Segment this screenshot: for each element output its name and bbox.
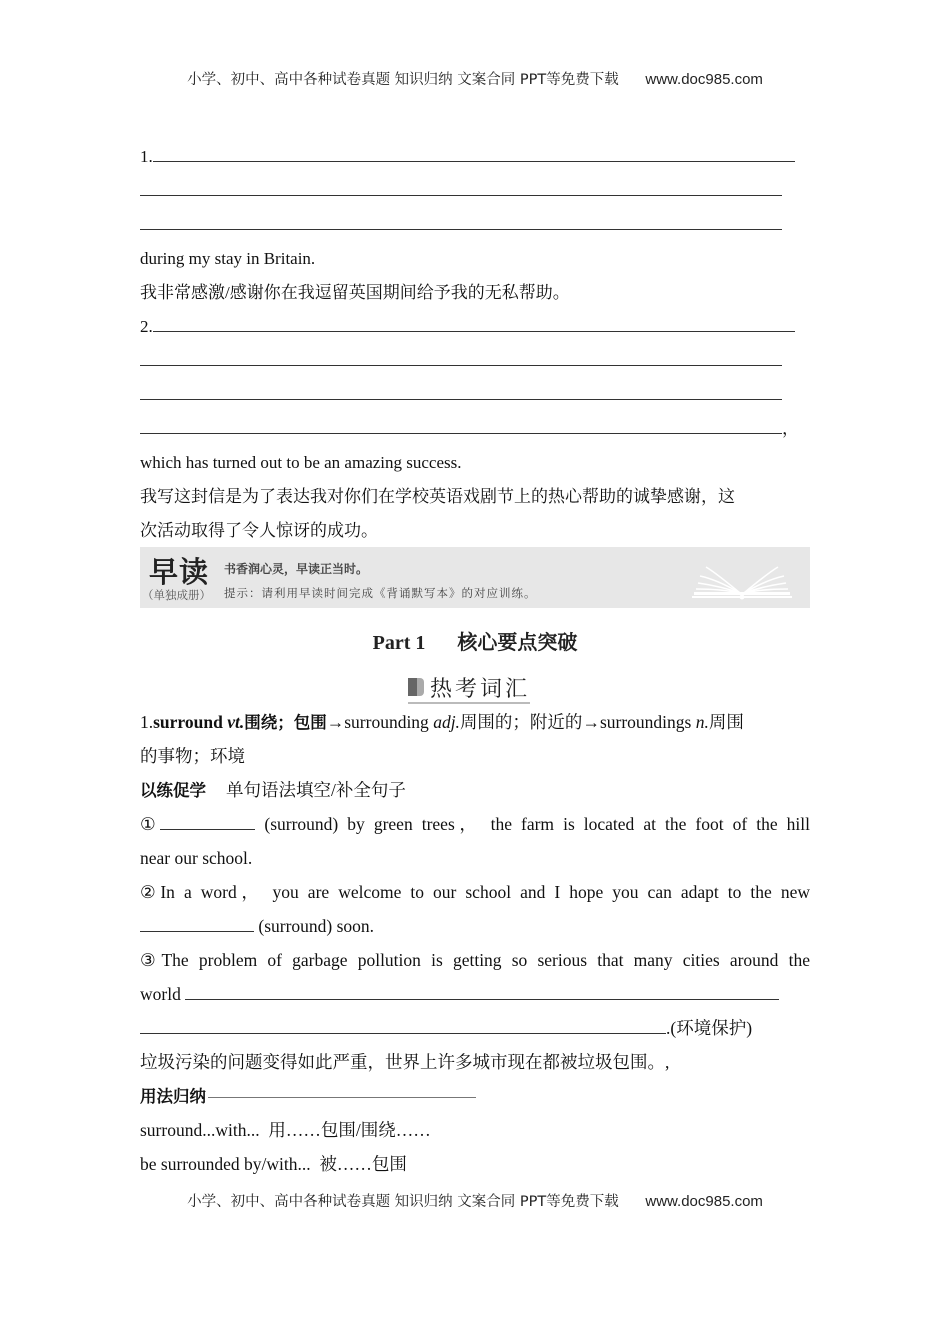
q1-number: ① (140, 814, 161, 834)
exercise2-blank-3[interactable] (140, 379, 782, 400)
vocab-entry-cont: 的事物；环境 (140, 746, 245, 766)
q3-blank-1[interactable] (185, 979, 779, 1000)
section-heading (408, 672, 530, 704)
exercise2-tail: which has turned out to be an amazing success. (140, 453, 462, 472)
practice-label: 以练促学 (140, 781, 206, 800)
exercise2-line2 (140, 344, 810, 378)
usage-item (140, 1113, 810, 1147)
exercise2-blank-1[interactable] (153, 311, 795, 332)
q1-text: (surround) by green trees， the farm is located at the foot of the hill (255, 814, 810, 834)
exercise2-comma: ， (782, 419, 799, 438)
vocab-word: surround (153, 712, 223, 732)
question-2-cont (140, 909, 810, 943)
q3-hint: .(环境保护) (666, 1018, 753, 1038)
footer-url[interactable]: www.doc985.com (645, 1193, 763, 1210)
exercise1-blank-3[interactable] (140, 209, 782, 230)
exercise1-tail: during my stay in Britain. (140, 249, 316, 268)
open-book-icon (692, 561, 792, 601)
practice-heading (140, 773, 810, 807)
usage-divider (208, 1097, 476, 1098)
banner-hint: 提示：请利用早读时间完成《背诵默写本》的对应训练。 (224, 586, 537, 600)
vocab-number: 1. (140, 712, 154, 732)
part-label: Part 1 (372, 632, 426, 654)
section-marker-icon (408, 678, 424, 696)
usage-item-en: be surrounded by/with... (140, 1154, 311, 1174)
exercise1-translation: 我非常感激/感谢你在我逗留英国期间给予我的无私帮助。 (140, 283, 570, 302)
exercise2-number: 2. (140, 317, 153, 336)
exercise2-line4 (140, 412, 810, 446)
exercise1-line3 (140, 208, 810, 242)
question-1-cont: near our school. (140, 848, 253, 868)
part-heading: 核心要点突破 (457, 630, 578, 654)
exercise1-blank-1[interactable] (153, 141, 795, 162)
question-3: ③The problem of garbage pollution is getting so serious that many cities around the (140, 950, 810, 970)
usage-item-cn: 被……包围 (319, 1154, 407, 1174)
banner-subtitle: （单独成册） (142, 588, 211, 602)
vocab-meaning: 围绕；包围 (244, 713, 327, 732)
q3-blank-2[interactable] (140, 1013, 666, 1034)
exercise2-translation-1: 我写这封信是为了表达我对你们在学校英语戏剧节上的热心帮助的诚挚感谢，这 (140, 487, 735, 506)
question-3-cont (140, 977, 810, 1011)
question-3-translation: 垃圾污染的问题变得如此严重，世界上许多城市现在都被垃圾包围。, (140, 1052, 670, 1072)
vocab-derived1: surrounding (344, 712, 429, 732)
vocab-derived2: surroundings (599, 712, 692, 732)
exercise2-blank-2[interactable] (140, 345, 782, 366)
question-3-cont2 (140, 1011, 810, 1045)
vocab-derived2-meaning: 周围 (708, 712, 744, 732)
question-1 (140, 807, 810, 841)
exercise2-line1 (140, 310, 810, 344)
exercise2-line3 (140, 378, 810, 412)
usage-item (140, 1147, 810, 1181)
page-footer (0, 1190, 950, 1211)
question-2: ②In a word， you are welcome to our school and I hope you can adapt to the new (140, 882, 810, 902)
q3-word: world (140, 984, 186, 1004)
banner-title: 早读 (149, 555, 210, 589)
exercise2-translation-2: 次活动取得了令人惊讶的成功。 (140, 521, 378, 540)
vocab-derived2-pos: n. (695, 712, 709, 732)
usage-item-cn: 用……包围/围绕…… (268, 1120, 431, 1140)
vocab-pos: vt. (227, 712, 245, 732)
morning-reading-banner (140, 547, 810, 608)
vocab-derived1-pos: adj. (433, 712, 460, 732)
q2-blank[interactable] (140, 911, 254, 932)
arrow-icon: → (326, 712, 345, 732)
exercise2-blank-4[interactable] (140, 413, 782, 434)
part-title (0, 626, 950, 655)
exercise1-number: 1. (140, 147, 153, 166)
section-title: 热考词汇 (430, 676, 531, 702)
header-text: 小学、初中、高中各种试卷真题 知识归纳 文案合同 PPT等免费下载 (187, 72, 619, 88)
translation-exercises (140, 140, 810, 548)
exercise1-line1 (140, 140, 810, 174)
header-url[interactable]: www.doc985.com (645, 71, 763, 88)
vocab-section (140, 705, 810, 1181)
vocab-entry (140, 705, 810, 739)
q2-cont-text: (surround) soon. (254, 916, 375, 936)
exercise1-line2 (140, 174, 810, 208)
usage-heading (140, 1079, 810, 1113)
practice-type: 单句语法填空/补全句子 (226, 780, 406, 800)
q1-blank[interactable] (160, 809, 255, 830)
page-header (0, 68, 950, 89)
vocab-derived1-meaning: 周围的；附近的 (459, 712, 583, 732)
banner-slogan: 书香润心灵，早读正当时。 (224, 562, 369, 576)
arrow-icon: → (582, 712, 600, 732)
usage-label: 用法归纳 (140, 1087, 206, 1106)
usage-item-en: surround...with... (140, 1120, 260, 1140)
footer-text: 小学、初中、高中各种试卷真题 知识归纳 文案合同 PPT等免费下载 (187, 1194, 619, 1210)
exercise1-blank-2[interactable] (140, 175, 782, 196)
